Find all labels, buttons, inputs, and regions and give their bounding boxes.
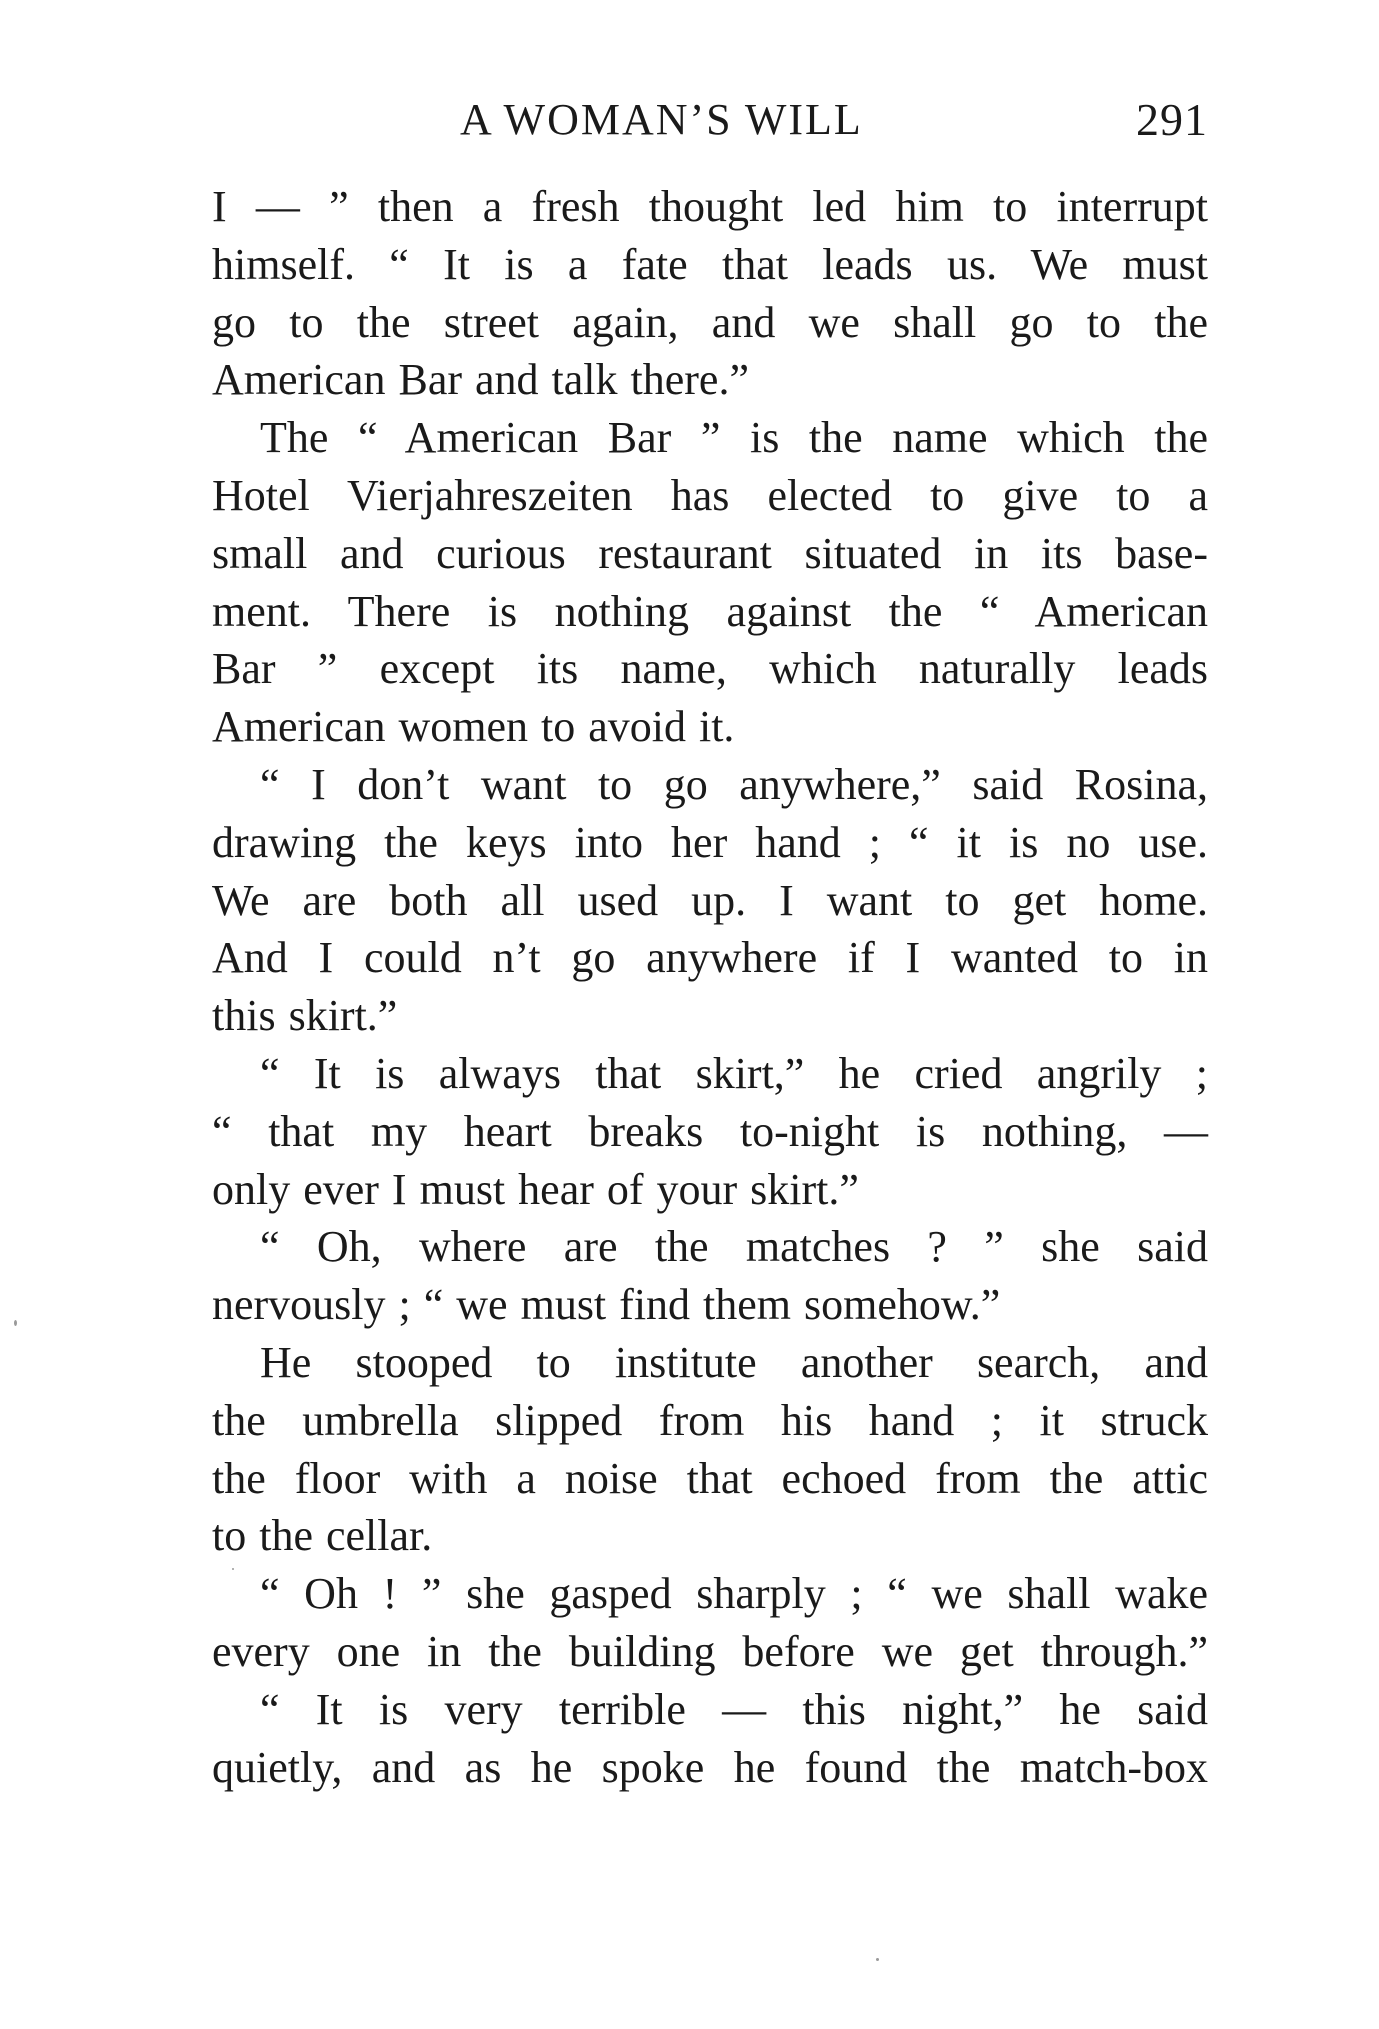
page-number: 291: [1136, 94, 1208, 145]
text-line: himself. “ It is a fate that leads us. We must: [212, 239, 1208, 289]
text-line: this skirt.”: [212, 991, 398, 1041]
paper-speck: [232, 1568, 234, 1570]
running-head: [212, 92, 1208, 148]
running-title: A WOMAN’S WILL: [460, 95, 863, 144]
body-text: [212, 178, 1208, 1796]
text-line: Bar ” except its name, which naturally leads: [212, 644, 1208, 694]
text-line: He stooped to institute another search, and: [260, 1337, 1208, 1387]
text-line: “ It is very terrible — this night,” he said: [260, 1684, 1208, 1734]
text-line: I — ” then a fresh thought led him to interrupt: [212, 182, 1208, 231]
text-line: the floor with a noise that echoed from the attic: [212, 1453, 1208, 1503]
text-line: drawing the keys into her hand ; “ it is no use.: [212, 817, 1208, 867]
text-line: American women to avoid it.: [212, 702, 735, 752]
text-line: “ I don’t want to go anywhere,” said Rosina,: [260, 759, 1208, 809]
text-line: only ever I must hear of your skirt.”: [212, 1164, 859, 1214]
text-line: small and curious restaurant situated in its base-: [212, 528, 1208, 578]
text-line: ment. There is nothing against the “ American: [212, 586, 1208, 636]
text-line: We are both all used up. I want to get home.: [212, 875, 1208, 925]
text-line: go to the street again, and we shall go to the: [212, 297, 1208, 347]
text-line: quietly, and as he spoke he found the match-box: [212, 1742, 1208, 1792]
text-line: every one in the building before we get through.”: [212, 1626, 1208, 1676]
text-line: And I could n’t go anywhere if I wanted to in: [212, 933, 1208, 983]
text-line: The “ American Bar ” is the name which the: [260, 413, 1208, 463]
paper-speck: [876, 1958, 879, 1961]
text-line: to the cellar.: [212, 1511, 433, 1561]
text-line: American Bar and talk there.”: [212, 355, 749, 405]
text-line: “ that my heart breaks to-night is nothing, —: [212, 1106, 1208, 1156]
text-line: the umbrella slipped from his hand ; it struck: [212, 1395, 1208, 1445]
text-line: “ Oh, where are the matches ? ” she said: [260, 1222, 1208, 1272]
paper-speck: [14, 1320, 17, 1326]
text-line: nervously ; “ we must find them somehow.”: [212, 1280, 1001, 1330]
text-line: Hotel Vierjahreszeiten has elected to give to a: [212, 470, 1208, 520]
text-line: “ Oh ! ” she gasped sharply ; “ we shall wake: [260, 1569, 1208, 1619]
text-line: “ It is always that skirt,” he cried angrily ;: [260, 1048, 1208, 1098]
